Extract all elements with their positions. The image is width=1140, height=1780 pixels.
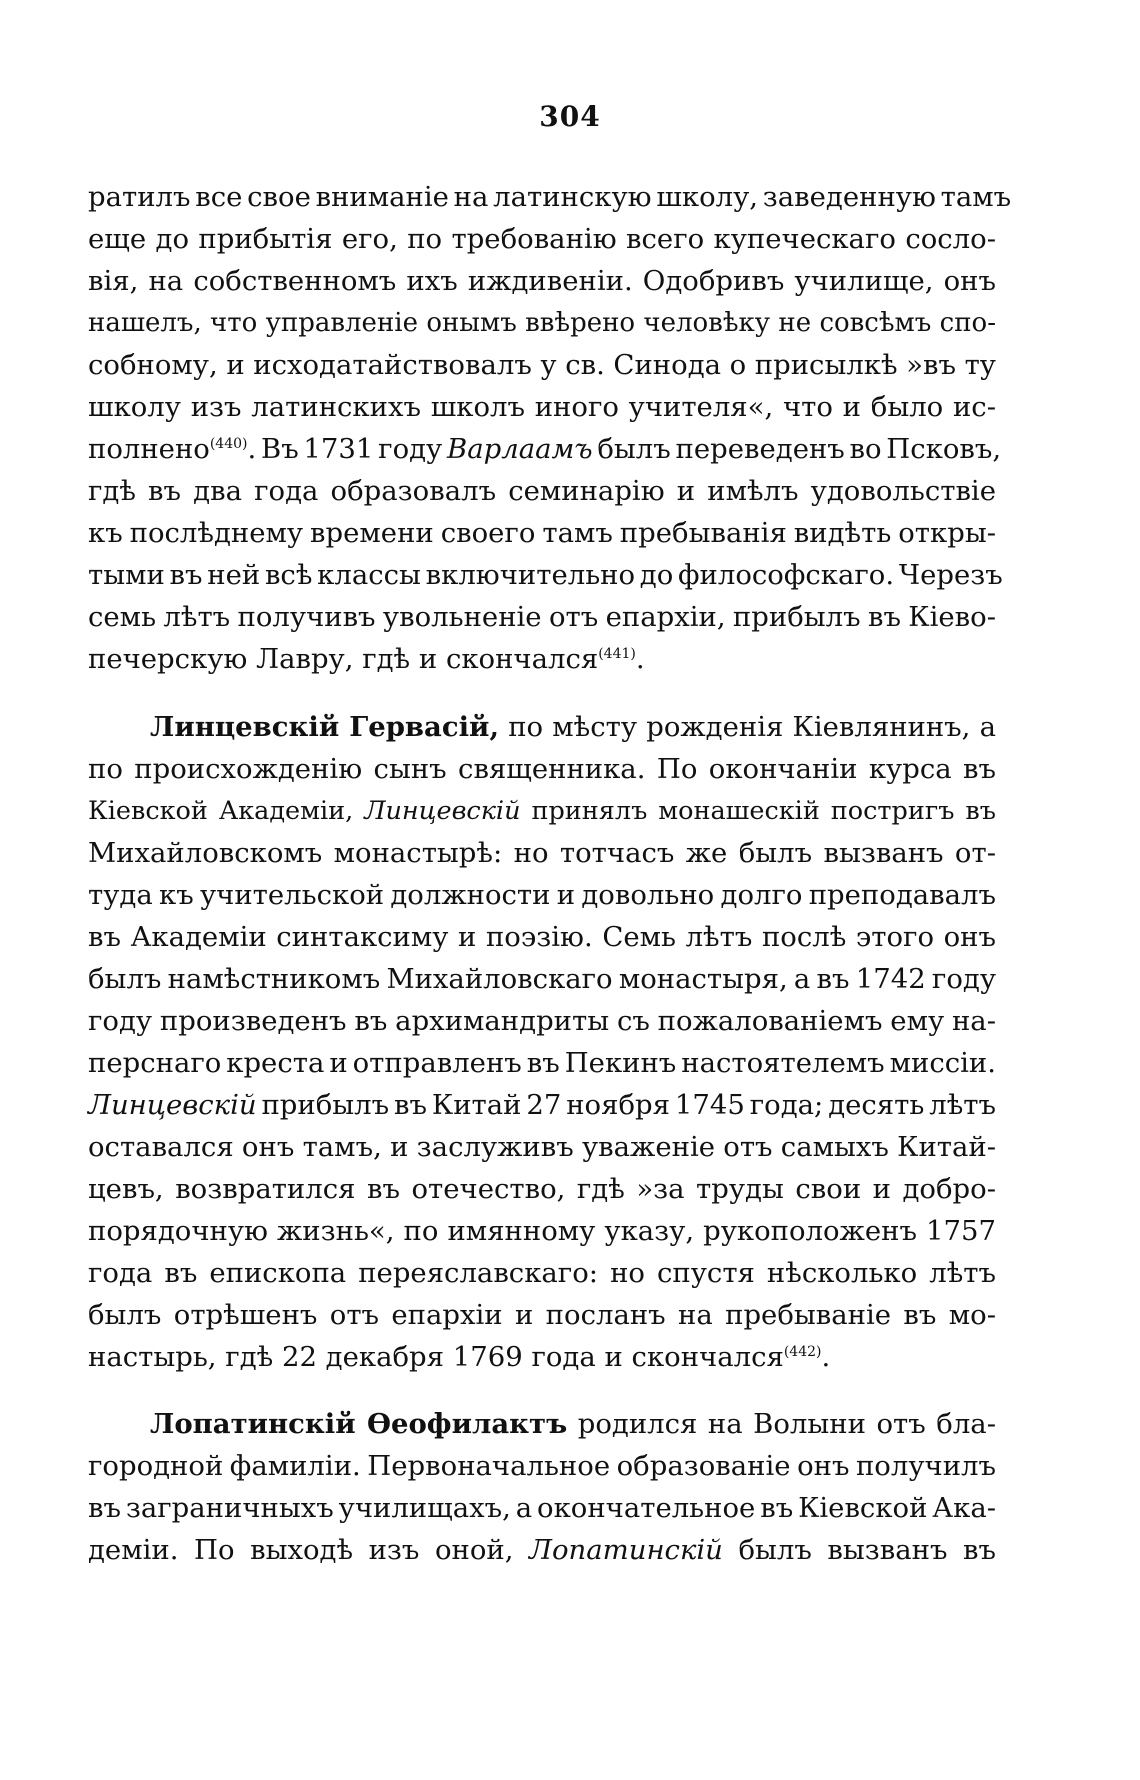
- text-segment: по мѣсту рожденія Кіевлянинъ, а: [499, 711, 996, 743]
- text-segment: прибылъ въ Китай 27 ноября 1745 года; десять лѣтъ: [256, 1089, 996, 1121]
- text-line: [88, 1336, 996, 1378]
- text-segment: настырь, гдѣ 22 декабря 1769 года и скончался: [88, 1341, 784, 1373]
- text-line: [88, 790, 996, 832]
- text-segment: принялъ монашескій постригъ въ: [520, 796, 996, 826]
- paragraph-varlaam-continuation: [88, 176, 1012, 680]
- text-segment: Кіевской Академіи,: [88, 796, 365, 826]
- footnote-marker: (442): [783, 1343, 822, 1360]
- text-line: въ Академіи синтаксиму и поэзію. Семь лѣтъ послѣ этого онъ: [88, 921, 996, 953]
- text-line: порядочную жизнь«, по имянному указу, рукоположенъ 1757: [88, 1215, 996, 1247]
- text-line: вія, на собственномъ ихъ иждивеніи. Одобривъ училище, онъ: [88, 265, 996, 297]
- paragraph-lopatinsky: [88, 1403, 996, 1571]
- text-line: нашелъ, что управленіе онымъ ввѣрено человѣку не совсѣмъ спо-: [88, 308, 996, 338]
- text-segment: деміи. По выходѣ изъ оной,: [88, 1534, 530, 1566]
- footnote-marker: (441): [598, 645, 636, 662]
- text-line: къ послѣднему времени своего тамъ пребыванія видѣть откры-: [88, 517, 996, 549]
- text-segment: родился на Волыни отъ бла-: [567, 1408, 996, 1440]
- text-segment: былъ переведенъ во Псковъ,: [592, 433, 1002, 465]
- text-line: еще до прибытія его, по требованію всего купеческаго сосло-: [88, 223, 996, 255]
- text-segment: былъ вызванъ въ: [722, 1534, 996, 1566]
- text-line: году произведенъ въ архимандриты съ пожалованіемъ ему на-: [88, 1005, 996, 1037]
- text-segment: печерскую Лавру, гдѣ и скончался: [88, 643, 599, 675]
- text-line: туда къ учительской должности и довольно долго преподавалъ: [88, 879, 996, 911]
- text-line: [88, 1403, 996, 1445]
- text-line: [88, 428, 1002, 470]
- text-segment: . Въ 1731 году: [247, 433, 447, 465]
- text-line: ратилъ все свое вниманіе на латинскую школу, заведенную тамъ: [88, 181, 1012, 213]
- text-line: былъ отрѣшенъ отъ епархіи и посланъ на пребываніе въ мо-: [88, 1299, 996, 1331]
- text-line: по происхожденію сынъ священника. По окончаніи курса въ: [88, 753, 996, 785]
- text-line: [88, 706, 996, 748]
- person-name-italic: Варлаамъ: [446, 433, 593, 465]
- text-segment: полнено: [88, 433, 210, 465]
- text-segment: .: [821, 1341, 831, 1373]
- text-line: оставался онъ тамъ, и заслуживъ уваженіе отъ самыхъ Китай-: [88, 1131, 996, 1163]
- text-line: семь лѣтъ получивъ увольненіе отъ епархіи, прибылъ въ Кіево-: [88, 601, 996, 633]
- page-number: 304: [539, 100, 601, 133]
- text-line: Михайловскомъ монастырѣ: но тотчасъ же былъ вызванъ от-: [88, 837, 996, 869]
- text-line: былъ намѣстникомъ Михайловскаго монастыря, а въ 1742 году: [88, 963, 996, 995]
- footnote-marker: (440): [209, 435, 248, 452]
- paragraph-lintsevsky: [88, 706, 996, 1378]
- entry-heading-name: Лопатинскій Ѳеофилактъ: [150, 1408, 568, 1440]
- text-line: гдѣ въ два года образовалъ семинарію и имѣлъ удовольствіе: [88, 475, 996, 507]
- text-line: [88, 1084, 996, 1126]
- text-line: [88, 638, 996, 680]
- text-line: [88, 1529, 996, 1571]
- text-line: тыми въ ней всѣ классы включительно до философскаго. Черезъ: [88, 559, 1003, 591]
- text-line: собному, и исходатайствовалъ у св. Синода о присылкѣ »въ ту: [88, 349, 996, 381]
- text-line: цевъ, возвратился въ отечество, гдѣ »за труды свои и добро-: [88, 1173, 996, 1205]
- person-name-italic: Линцевскій: [364, 796, 521, 826]
- text-line: года въ епископа переяславскаго: но спустя нѣсколько лѣтъ: [88, 1257, 996, 1289]
- text-line: городной фамиліи. Первоначальное образованіе онъ получилъ: [88, 1450, 996, 1482]
- text-line: въ заграничныхъ училищахъ, а окончательное въ Кіевской Ака-: [88, 1492, 996, 1524]
- text-segment: .: [635, 643, 645, 675]
- text-line: перснаго креста и отправленъ въ Пекинъ настоятелемъ миссіи.: [88, 1047, 996, 1079]
- person-name-italic: Лопатинскій: [529, 1534, 723, 1566]
- text-line: школу изъ латинскихъ школъ иного учителя«, что и было ис-: [88, 391, 996, 423]
- person-name-italic: Линцевскій: [88, 1089, 257, 1121]
- entry-heading-name: Линцевскій Гервасій,: [150, 711, 500, 743]
